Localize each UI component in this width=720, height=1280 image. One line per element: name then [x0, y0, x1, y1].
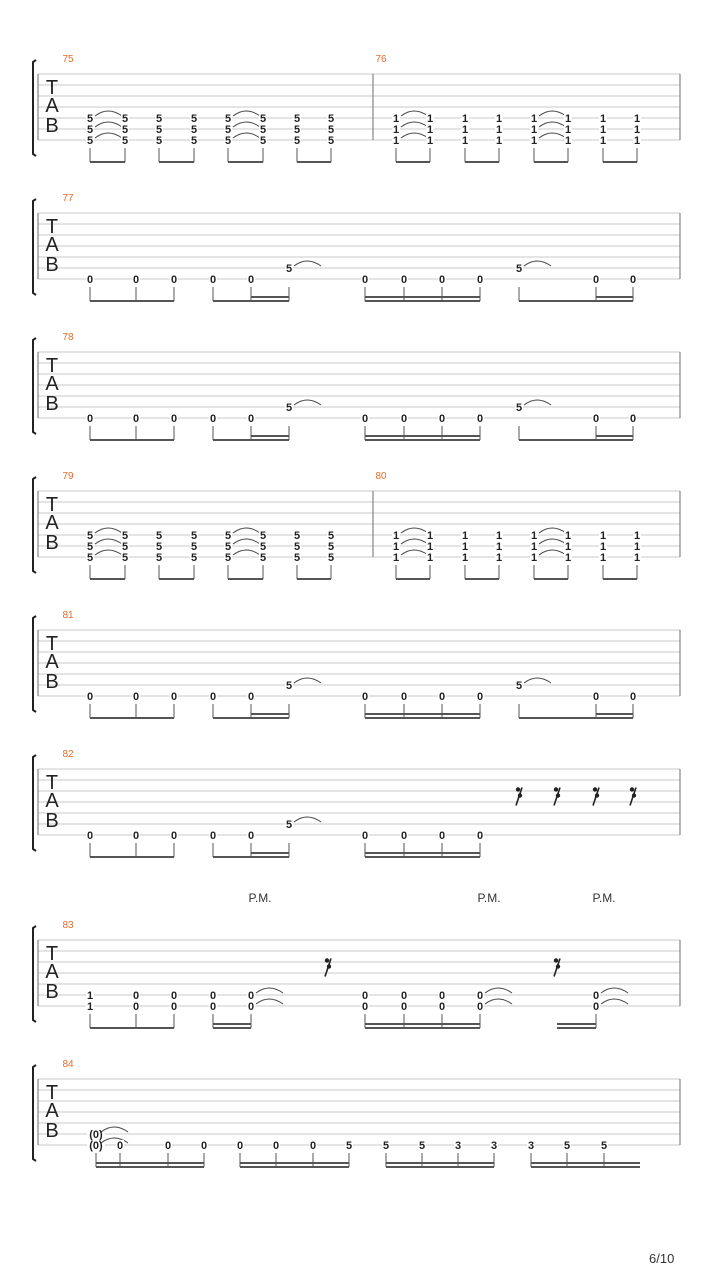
palm-mute-label: P.M.: [592, 891, 616, 905]
fret-number: 1: [392, 124, 400, 136]
fret-number: 0: [86, 691, 94, 703]
tab-clef-a: A: [45, 234, 59, 256]
fret-number: 0: [200, 1140, 208, 1152]
fret-number: 5: [155, 135, 163, 147]
fret-number: 5: [259, 113, 267, 125]
fret-number: 1: [633, 113, 641, 125]
rest-dot: [554, 787, 558, 791]
tab-system: [33, 338, 680, 440]
tab-clef-b: B: [45, 254, 59, 276]
fret-number: 0: [400, 274, 408, 286]
fret-number: 1: [495, 135, 503, 147]
fret-number: 0: [170, 691, 178, 703]
tie-arc: [294, 261, 321, 266]
fret-number: 0: [170, 830, 178, 842]
fret-number: 0: [209, 1001, 217, 1013]
tie-arc: [233, 111, 260, 116]
fret-number: 5: [259, 552, 267, 564]
tab-clef-b: B: [45, 981, 59, 1003]
tie-arc: [601, 999, 628, 1004]
tie-arc: [95, 528, 122, 533]
fret-number: 1: [495, 113, 503, 125]
system-bracket: [33, 199, 36, 295]
fret-number: 0: [132, 830, 140, 842]
fret-number: 0: [247, 413, 255, 425]
fret-number: 0: [592, 274, 600, 286]
fret-number: 0: [209, 830, 217, 842]
fret-number: 0: [209, 274, 217, 286]
fret-number: 5: [382, 1140, 390, 1152]
fret-number: 1: [599, 124, 607, 136]
palm-mute-label: P.M.: [477, 891, 501, 905]
fret-number: 5: [190, 124, 198, 136]
fret-number: 0: [209, 990, 217, 1002]
fret-number: 5: [515, 680, 523, 692]
measure-number: 77: [62, 193, 74, 204]
fret-number: 1: [530, 135, 538, 147]
fret-number: 1: [633, 124, 641, 136]
fret-number: 1: [495, 124, 503, 136]
fret-number: 0: [86, 413, 94, 425]
fret-number: 5: [327, 530, 335, 542]
fret-number: 1: [426, 552, 434, 564]
fret-number: 0: [209, 413, 217, 425]
tab-clef-t: T: [45, 355, 59, 377]
fret-number: 1: [426, 530, 434, 542]
fret-number: 5: [121, 541, 129, 553]
fret-number: 1: [426, 541, 434, 553]
fret-number: 1: [633, 552, 641, 564]
tab-clef-b: B: [45, 532, 59, 554]
tab-clef-a: A: [45, 512, 59, 534]
fret-number: 5: [285, 263, 293, 275]
fret-number: 1: [530, 552, 538, 564]
fret-number: 5: [190, 113, 198, 125]
rest-dot: [516, 787, 520, 791]
fret-number: 0: [170, 413, 178, 425]
fret-number: 5: [224, 113, 232, 125]
fret-number: 0: [170, 274, 178, 286]
tab-clef-a: A: [45, 790, 59, 812]
tie-arc: [539, 539, 566, 544]
rest-dot: [556, 793, 560, 797]
fret-number: 0: [438, 1001, 446, 1013]
fret-number: 1: [86, 1001, 94, 1013]
fret-number: 5: [86, 541, 94, 553]
fret-number: 5: [327, 541, 335, 553]
tab-system: [33, 755, 680, 857]
tab-clef-b: B: [45, 671, 59, 693]
fret-number: 5: [121, 135, 129, 147]
system-bracket: [33, 926, 36, 1022]
fret-number: 0: [438, 830, 446, 842]
fret-number: 1: [426, 113, 434, 125]
fret-number: 0: [132, 413, 140, 425]
fret-number: 1: [392, 541, 400, 553]
tie-arc: [401, 111, 428, 116]
tab-clef-b: B: [45, 810, 59, 832]
rest-dot: [327, 964, 331, 968]
tab-clef-a: A: [45, 95, 59, 117]
fret-number: 0: [400, 990, 408, 1002]
tab-system: [33, 60, 680, 162]
fret-number: 5: [155, 530, 163, 542]
tab-clef-t: T: [45, 633, 59, 655]
fret-number: 0: [170, 1001, 178, 1013]
measure-number: 82: [62, 749, 74, 760]
fret-number: 1: [392, 552, 400, 564]
fret-number: (0): [89, 1129, 103, 1141]
tie-arc: [233, 550, 260, 555]
fret-number: 1: [461, 113, 469, 125]
fret-number: 5: [121, 113, 129, 125]
fret-number: 0: [400, 413, 408, 425]
tie-arc: [95, 133, 122, 138]
tie-arc: [294, 400, 321, 405]
measure-number: 76: [375, 54, 387, 65]
fret-number: 0: [592, 691, 600, 703]
fret-number: 1: [633, 541, 641, 553]
fret-number: 5: [224, 135, 232, 147]
fret-number: 0: [400, 691, 408, 703]
fret-number: 5: [418, 1140, 426, 1152]
fret-number: 5: [155, 541, 163, 553]
fret-number: 1: [426, 135, 434, 147]
tie-arc: [401, 133, 428, 138]
fret-number: 1: [86, 990, 94, 1002]
fret-number: 0: [132, 1001, 140, 1013]
tie-arc: [233, 528, 260, 533]
tie-arc: [485, 988, 512, 993]
tie-arc: [95, 111, 122, 116]
tie-arc: [294, 678, 321, 683]
fret-number: 0: [476, 990, 484, 1002]
tie-arc: [401, 122, 428, 127]
rest-dot: [630, 787, 634, 791]
measure-number: 81: [62, 610, 74, 621]
fret-number: 5: [86, 530, 94, 542]
fret-number: 1: [461, 135, 469, 147]
fret-number: 0: [476, 274, 484, 286]
fret-number: 5: [293, 530, 301, 542]
fret-number: 0: [361, 990, 369, 1002]
tie-arc: [233, 539, 260, 544]
fret-number: 3: [454, 1140, 462, 1152]
fret-number: 5: [190, 541, 198, 553]
fret-number: 5: [86, 552, 94, 564]
fret-number: 0: [476, 691, 484, 703]
fret-number: 0: [247, 990, 255, 1002]
fret-number: 0: [209, 691, 217, 703]
tie-arc: [233, 122, 260, 127]
fret-number: 0: [361, 691, 369, 703]
measure-number: 75: [62, 54, 74, 65]
fret-number: 5: [293, 113, 301, 125]
fret-number: 0: [86, 274, 94, 286]
fret-number: 1: [495, 530, 503, 542]
tie-arc: [601, 988, 628, 993]
fret-number: 5: [259, 135, 267, 147]
fret-number: 0: [629, 413, 637, 425]
rest-dot: [325, 958, 329, 962]
tab-clef-a: A: [45, 961, 59, 983]
fret-number: 5: [259, 541, 267, 553]
fret-number: 1: [392, 530, 400, 542]
tie-arc: [524, 400, 551, 405]
fret-number: 5: [86, 113, 94, 125]
fret-number: 0: [361, 830, 369, 842]
rest-dot: [595, 793, 599, 797]
system-bracket: [33, 477, 36, 573]
fret-number: 0: [592, 990, 600, 1002]
tie-arc: [539, 133, 566, 138]
fret-number: 1: [392, 135, 400, 147]
fret-number: 5: [285, 680, 293, 692]
fret-number: 5: [285, 402, 293, 414]
fret-number: 1: [392, 113, 400, 125]
fret-number: 5: [86, 124, 94, 136]
fret-number: 5: [190, 135, 198, 147]
tie-arc: [539, 528, 566, 533]
fret-number: 0: [438, 413, 446, 425]
tie-arc: [256, 999, 283, 1004]
fret-number: 0: [132, 274, 140, 286]
fret-number: 1: [564, 124, 572, 136]
tab-clef-t: T: [45, 77, 59, 99]
tie-arc: [401, 550, 428, 555]
rest-dot: [554, 958, 558, 962]
fret-number: 1: [599, 530, 607, 542]
tie-arc: [233, 133, 260, 138]
fret-number: 0: [247, 274, 255, 286]
fret-number: 5: [327, 552, 335, 564]
fret-number: 1: [461, 124, 469, 136]
fret-number: 0: [247, 1001, 255, 1013]
fret-number: 5: [224, 541, 232, 553]
tie-arc: [294, 817, 321, 822]
fret-number: 1: [461, 541, 469, 553]
measure-number: 84: [62, 1059, 74, 1070]
fret-number: 1: [564, 552, 572, 564]
fret-number: 0: [438, 274, 446, 286]
fret-number: 1: [530, 541, 538, 553]
fret-number: 5: [155, 113, 163, 125]
fret-number: 5: [190, 552, 198, 564]
fret-number: 0: [629, 274, 637, 286]
system-bracket: [33, 338, 36, 434]
palm-mute-label: P.M.: [248, 891, 272, 905]
tie-arc: [401, 539, 428, 544]
measure-number: 83: [62, 920, 74, 931]
fret-number: 1: [599, 113, 607, 125]
measure-number: 80: [375, 471, 387, 482]
fret-number: 1: [495, 541, 503, 553]
page-number: 6/10: [649, 1251, 675, 1266]
fret-number: 0: [592, 413, 600, 425]
fret-number: 1: [461, 530, 469, 542]
fret-number: 0: [86, 830, 94, 842]
system-bracket: [33, 60, 36, 156]
fret-number: 0: [476, 1001, 484, 1013]
tab-clef-a: A: [45, 1100, 59, 1122]
fret-number: 0: [592, 1001, 600, 1013]
fret-number: 1: [633, 135, 641, 147]
fret-number: (0): [89, 1140, 103, 1152]
fret-number: 5: [563, 1140, 571, 1152]
tie-arc: [95, 550, 122, 555]
fret-number: 0: [361, 274, 369, 286]
fret-number: 5: [327, 135, 335, 147]
tab-clef-t: T: [45, 1082, 59, 1104]
tab-system: [33, 199, 680, 301]
fret-number: 5: [285, 819, 293, 831]
measure-number: 78: [62, 332, 74, 343]
fret-number: 0: [400, 830, 408, 842]
fret-number: 1: [599, 552, 607, 564]
fret-number: 0: [400, 1001, 408, 1013]
fret-number: 0: [236, 1140, 244, 1152]
fret-number: 3: [527, 1140, 535, 1152]
fret-number: 0: [309, 1140, 317, 1152]
fret-number: 5: [224, 552, 232, 564]
fret-number: 0: [361, 413, 369, 425]
tab-system: [33, 926, 680, 1028]
tie-arc: [539, 550, 566, 555]
fret-number: 0: [132, 691, 140, 703]
rest-dot: [593, 787, 597, 791]
fret-number: 0: [247, 830, 255, 842]
fret-number: 0: [629, 691, 637, 703]
fret-number: 5: [293, 552, 301, 564]
tab-clef-t: T: [45, 943, 59, 965]
fret-number: 1: [461, 552, 469, 564]
fret-number: 5: [155, 552, 163, 564]
rest-dot: [556, 964, 560, 968]
tab-system: [33, 477, 680, 579]
tab-clef-a: A: [45, 651, 59, 673]
tie-arc: [524, 261, 551, 266]
fret-number: 0: [476, 413, 484, 425]
fret-number: 0: [164, 1140, 172, 1152]
fret-number: 1: [530, 530, 538, 542]
fret-number: 1: [530, 113, 538, 125]
tie-arc: [95, 122, 122, 127]
tab-clef-b: B: [45, 115, 59, 137]
rest-dot: [518, 793, 522, 797]
tie-arc: [401, 528, 428, 533]
measure-number: 79: [62, 471, 74, 482]
fret-number: 5: [121, 124, 129, 136]
fret-number: 5: [327, 124, 335, 136]
fret-number: 5: [155, 124, 163, 136]
tab-system: [33, 616, 680, 718]
fret-number: 5: [345, 1140, 353, 1152]
fret-number: 5: [515, 263, 523, 275]
fret-number: 0: [132, 990, 140, 1002]
fret-number: 5: [86, 135, 94, 147]
tie-arc: [539, 111, 566, 116]
tab-clef-b: B: [45, 1120, 59, 1142]
tab-clef-t: T: [45, 216, 59, 238]
tie-arc: [485, 999, 512, 1004]
fret-number: 5: [259, 530, 267, 542]
tie-arc: [539, 122, 566, 127]
fret-number: 5: [121, 530, 129, 542]
fret-number: 0: [438, 691, 446, 703]
fret-number: 5: [293, 541, 301, 553]
tie-arc: [95, 539, 122, 544]
fret-number: 5: [121, 552, 129, 564]
fret-number: 3: [490, 1140, 498, 1152]
fret-number: 5: [224, 124, 232, 136]
tie-arc: [524, 678, 551, 683]
fret-number: 0: [438, 990, 446, 1002]
fret-number: 0: [116, 1140, 124, 1152]
fret-number: 1: [599, 541, 607, 553]
tab-clef-t: T: [45, 494, 59, 516]
fret-number: 1: [564, 113, 572, 125]
fret-number: 5: [293, 124, 301, 136]
fret-number: 1: [495, 552, 503, 564]
fret-number: 1: [564, 135, 572, 147]
fret-number: 5: [600, 1140, 608, 1152]
fret-number: 1: [564, 541, 572, 553]
system-bracket: [33, 616, 36, 712]
system-bracket: [33, 1065, 36, 1161]
tab-clef-b: B: [45, 393, 59, 415]
fret-number: 1: [564, 530, 572, 542]
tab-system: [33, 1065, 680, 1167]
fret-number: 0: [170, 990, 178, 1002]
tab-clef-t: T: [45, 772, 59, 794]
fret-number: 5: [190, 530, 198, 542]
tab-clef-a: A: [45, 373, 59, 395]
fret-number: 5: [515, 402, 523, 414]
fret-number: 5: [259, 124, 267, 136]
fret-number: 1: [530, 124, 538, 136]
fret-number: 0: [272, 1140, 280, 1152]
fret-number: 0: [361, 1001, 369, 1013]
tie-arc: [256, 988, 283, 993]
fret-number: 5: [327, 113, 335, 125]
fret-number: 1: [599, 135, 607, 147]
fret-number: 1: [426, 124, 434, 136]
fret-number: 0: [476, 830, 484, 842]
fret-number: 0: [247, 691, 255, 703]
fret-number: 5: [293, 135, 301, 147]
fret-number: 5: [224, 530, 232, 542]
system-bracket: [33, 755, 36, 851]
rest-dot: [632, 793, 636, 797]
fret-number: 1: [633, 530, 641, 542]
tie-arc: [101, 1127, 128, 1132]
